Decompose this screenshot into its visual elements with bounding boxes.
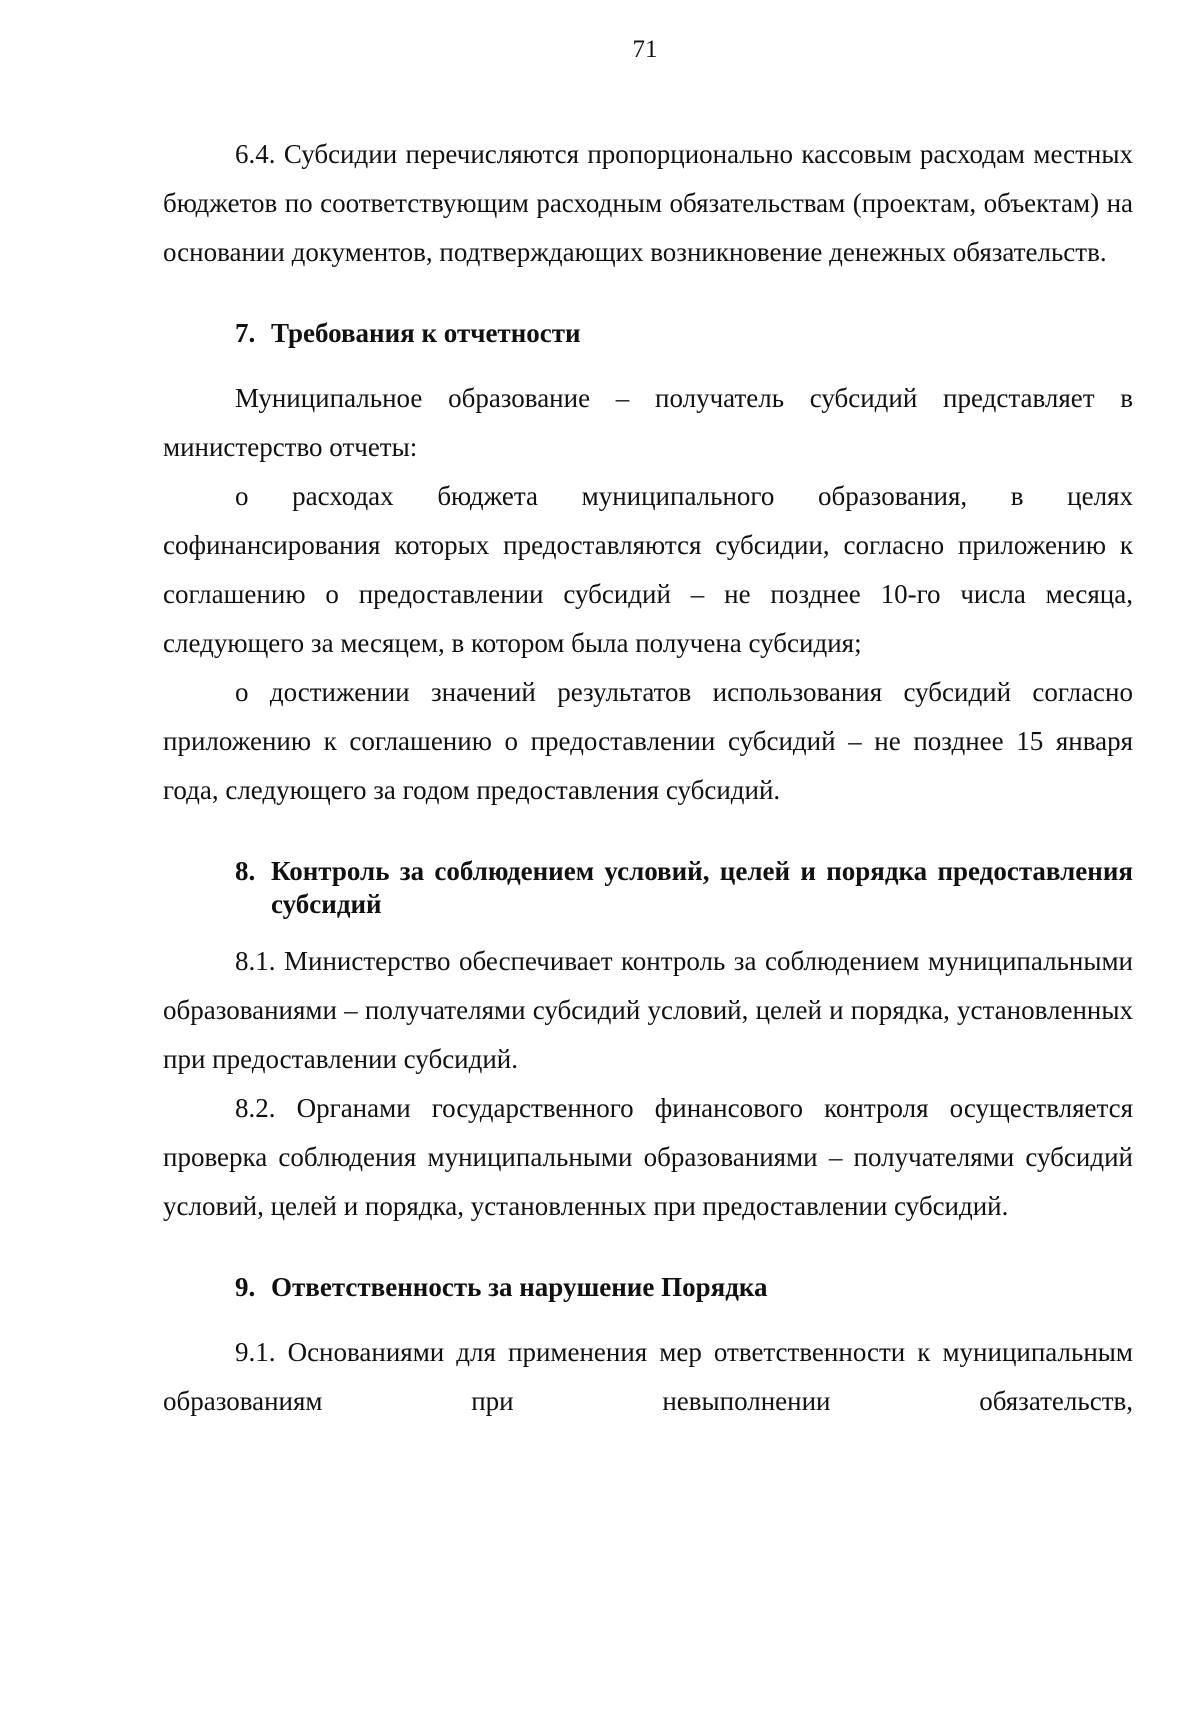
spacer <box>163 358 1133 374</box>
page-number: 71 <box>632 36 658 63</box>
spacer <box>163 1231 1133 1263</box>
paragraph-6-4: 6.4. Субсидии перечисляются пропорционально кассовым расходам местных бюджетов по соответствующим расходным обязательствам (проектам, объектам) на основании документов, подтверждающих возникновение денежных обязательств. <box>163 139 1133 267</box>
spacer <box>163 1312 1133 1328</box>
section-9-paragraph-1: 9.1. Основаниями для применения мер ответственности к муниципальным образованиям при невыполнении обязательств, <box>163 1337 1133 1416</box>
spacer <box>163 277 1133 309</box>
section-8-number: 8. <box>235 856 256 886</box>
section-8-title: Контроль за соблюдением условий, целей и порядка предоставления субсидий <box>271 856 1133 919</box>
document-body <box>163 130 1133 1426</box>
section-8-paragraph-2: 8.2. Органами государственного финансового контроля осуществляется проверка соблюдения муниципальными образованиями – получателями субсидий условий, целей и порядка, установленных при предоставлении субсидий. <box>163 1093 1133 1221</box>
section-9-title: Ответственность за нарушение Порядка <box>271 1272 768 1302</box>
section-7-paragraph-2: о расходах бюджета муниципального образования, в целях софинансирования которых предоставляются субсидии, согласно приложению к соглашению о предоставлении субсидий – не позднее 10-го числа месяца, следующего за месяцем, в котором была получена субсидия; <box>163 481 1133 658</box>
section-7-heading <box>163 309 1133 358</box>
section-8-heading <box>163 847 1133 921</box>
spacer <box>163 815 1133 847</box>
section-7-number: 7. <box>235 318 256 348</box>
section-9-heading <box>163 1263 1133 1312</box>
section-7-title: Требования к отчетности <box>271 318 581 348</box>
section-9-number: 9. <box>235 1272 256 1302</box>
section-8-paragraph-1: 8.1. Министерство обеспечивает контроль за соблюдением муниципальными образованиями – получателями субсидий условий, целей и порядка, установленных при предоставлении субсидий. <box>163 946 1133 1074</box>
section-7-paragraph-1: Муниципальное образование – получатель субсидий представляет в министерство отчеты: <box>163 383 1133 462</box>
section-7-paragraph-3: о достижении значений результатов использования субсидий согласно приложению к соглашению о предоставлении субсидий – не позднее 15 января года, следующего за годом предоставления субсидий. <box>163 677 1133 805</box>
spacer <box>163 921 1133 937</box>
